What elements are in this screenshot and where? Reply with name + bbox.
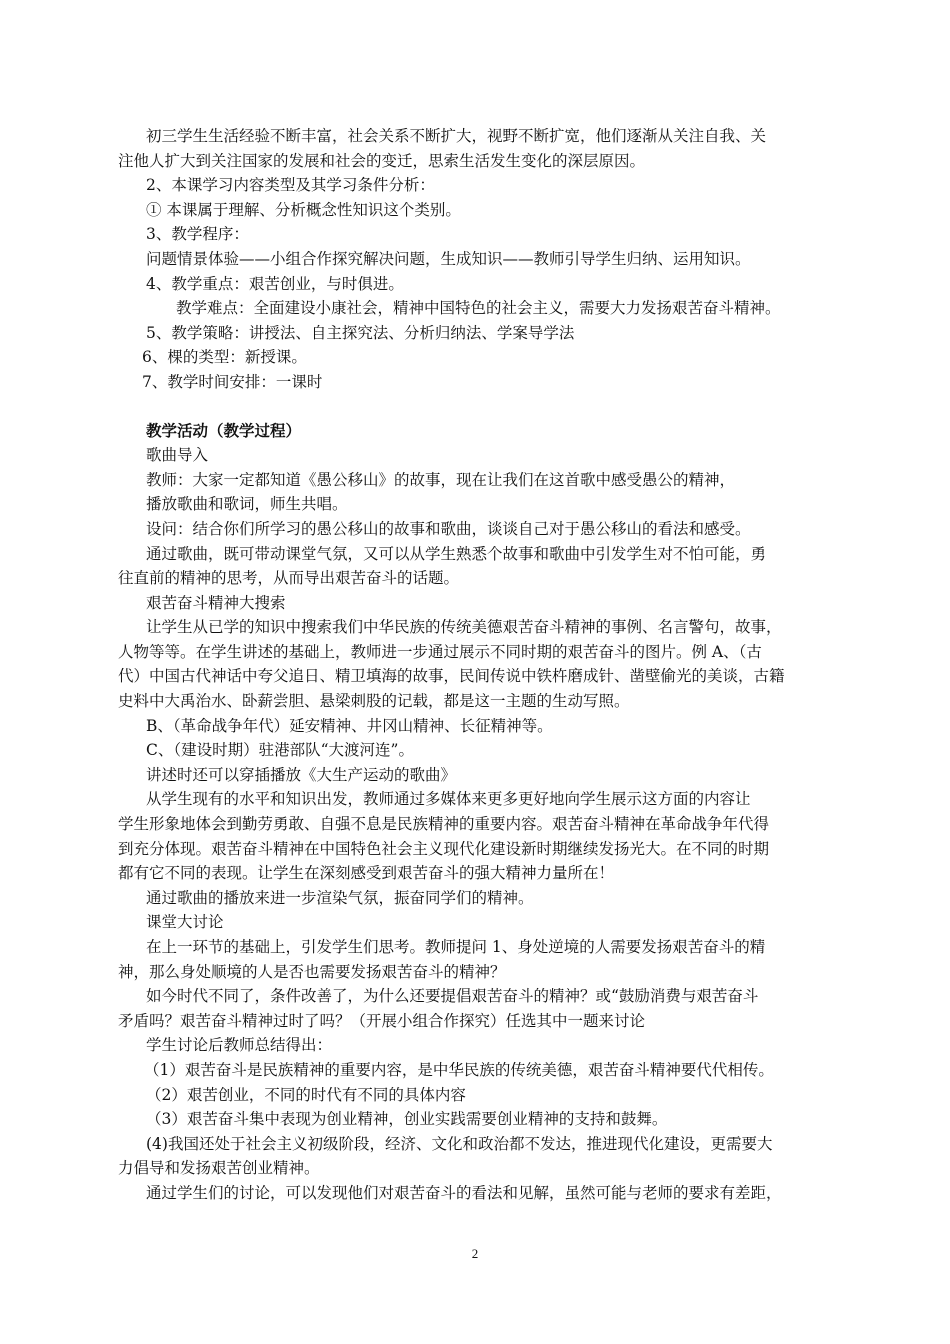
paragraph-line: 5、教学策略：讲授法、自主探究法、分析归纳法、学案导学法 — [146, 323, 575, 342]
paragraph-line: 播放歌曲和歌词，师生共唱。 — [146, 495, 348, 514]
page-number: 2 — [471, 1246, 479, 1261]
paragraph-line: 注他人扩大到关注国家的发展和社会的变迁，思索生活发生变化的深层原因。 — [118, 151, 646, 170]
paragraph-line: 艰苦奋斗精神大搜索 — [146, 593, 286, 612]
paragraph-line: 都有它不同的表现。让学生在深刻感受到艰苦奋斗的强大精神力量所在！ — [118, 864, 615, 883]
paragraph-line: 史料中大禹治水、卧薪尝胆、悬梁刺股的记载，都是这一主题的生动写照。 — [118, 692, 630, 711]
paragraph-line: C、（建设时期）驻港部队“大渡河连”。 — [146, 741, 414, 760]
paragraph-line: 矛盾吗？艰苦奋斗精神过时了吗？（开展小组合作探究）任选其中一题来讨论 — [118, 1011, 646, 1030]
paragraph-line: 课堂大讨论 — [146, 913, 224, 932]
paragraph-line: 教师：大家一定都知道《愚公移山》的故事，现在让我们在这首歌中感受愚公的精神， — [146, 470, 736, 489]
paragraph-line: 初三学生生活经验不断丰富，社会关系不断扩大，视野不断扩宽，他们逐渐从关注自我、关 — [146, 127, 767, 145]
paragraph-line: B、（革命战争年代）延安精神、井冈山精神、长征精神等。 — [146, 716, 553, 735]
paragraph-line: 人物等等。在学生讲述的基础上，教师进一步通过展示不同时期的艰苦奋斗的图片。例 A、（古 — [118, 642, 762, 661]
paragraph-line: 教学难点：全面建设小康社会，精神中国特色的社会主义，需要大力发扬艰苦奋斗精神。 — [176, 299, 781, 318]
section-heading: 教学活动（教学过程） — [146, 420, 302, 440]
paragraph-line: 讲述时还可以穿插播放《大生产运动的歌曲》 — [146, 765, 457, 784]
paragraph-line: 歌曲导入 — [146, 446, 209, 465]
paragraph-line: 通过歌曲的播放来进一步渲染气氛，振奋同学们的精神。 — [146, 888, 534, 907]
paragraph-line: 学生形象地体会到勤劳勇敢、自强不息是民族精神的重要内容。艰苦奋斗精神在革命战争年代得 — [118, 815, 770, 834]
page-content — [118, 124, 818, 1206]
paragraph-line: 力倡导和发扬艰苦创业精神。 — [118, 1159, 320, 1178]
paragraph-line: 7、教学时间安排：一课时 — [142, 372, 323, 391]
list-item: （2）艰苦创业，不同的时代有不同的具体内容 — [146, 1085, 466, 1104]
paragraph-line: 往直前的精神的思考，从而导出艰苦奋斗的话题。 — [118, 569, 460, 588]
paragraph-line: 4、教学重点：艰苦创业，与时俱进。 — [146, 274, 404, 293]
list-item: （1）艰苦奋斗是民族精神的重要内容，是中华民族的传统美德，艰苦奋斗精神要代代相传。 — [144, 1060, 774, 1079]
list-item: (4)我国还处于社会主义初级阶段，经济、文化和政治都不发达，推进现代化建设，更需要大 — [146, 1134, 773, 1153]
paragraph-line: 学生讨论后教师总结得出： — [146, 1036, 333, 1055]
paragraph-line: 到充分体现。艰苦奋斗精神在中国特色社会主义现代化建设新时期继续发扬光大。在不同的时期 — [118, 839, 770, 858]
paragraph-line: ① 本课属于理解、分析概念性知识这个类别。 — [146, 200, 461, 219]
paragraph-line: 2、本课学习内容类型及其学习条件分析： — [146, 176, 435, 195]
paragraph-line: 如今时代不同了，条件改善了，为什么还要提倡艰苦奋斗的精神？或“鼓励消费与艰苦奋斗 — [146, 987, 759, 1006]
paragraph-line: 3、教学程序： — [146, 225, 249, 244]
paragraph-line: 让学生从已学的知识中搜索我们中华民族的传统美德艰苦奋斗精神的事例、名言警句，故事， — [146, 618, 782, 637]
paragraph-line: 通过学生们的讨论，可以发现他们对艰苦奋斗的看法和见解，虽然可能与老师的要求有差距， — [146, 1183, 782, 1202]
paragraph-line: 神，那么身处顺境的人是否也需要发扬艰苦奋斗的精神？ — [118, 962, 506, 981]
paragraph-line: 设问：结合你们所学习的愚公移山的故事和歌曲，谈谈自己对于愚公移山的看法和感受。 — [146, 519, 751, 538]
paragraph-line: 6、棵的类型：新授课。 — [142, 348, 307, 367]
section-gap — [118, 395, 818, 419]
paragraph-line: 问题情景体验——小组合作探究解决问题，生成知识——教师引导学生归纳、运用知识。 — [146, 249, 751, 268]
paragraph-line: 在上一环节的基础上，引发学生们思考。教师提问 1、身处逆境的人需要发扬艰苦奋斗的精 — [146, 938, 766, 956]
paragraph-line: 代）中国古代神话中夸父追日、精卫填海的故事，民间传说中铁杵磨成针、凿壁偷光的美谈，古籍 — [118, 667, 785, 686]
list-item: （3）艰苦奋斗集中表现为创业精神，创业实践需要创业精神的支持和鼓舞。 — [146, 1110, 668, 1129]
paragraph-line: 从学生现有的水平和知识出发，教师通过多媒体来更多更好地向学生展示这方面的内容让 — [146, 790, 751, 809]
paragraph-line: 通过歌曲，既可带动课堂气氛，又可以从学生熟悉个故事和歌曲中引发学生对不怕可能，勇 — [146, 544, 767, 563]
